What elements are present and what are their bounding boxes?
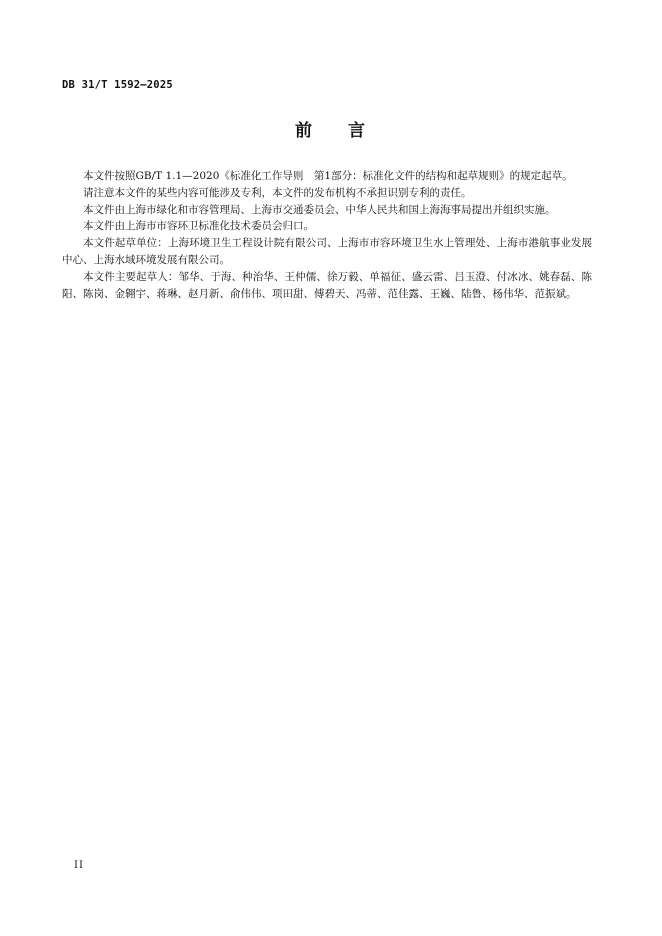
page-number: II (74, 860, 84, 871)
page-title-part-1: 前 (295, 121, 314, 141)
paragraph-technical-committee: 本文件由上海市市容环卫标准化技术委员会归口。 (83, 220, 314, 233)
foreword-body (62, 168, 592, 302)
paragraph-proposer: 本文件由上海市绿化和市容管理局、上海市交通委员会、中华人民共和国上海海事局提出并组织实施。 (83, 203, 556, 216)
paragraph-drafting-units: 本文件起草单位：上海环境卫生工程设计院有限公司、上海市市容环境卫生水上管理处、上海市港航事业发展中心、上海水域环境发展有限公司。 (62, 237, 592, 266)
page-title (0, 116, 662, 141)
paragraph-drafting-rules: 本文件按照GB/T 1.1—2020《标准化工作导则 第1部分：标准化文件的结构和起草规则》的规定起草。 (83, 170, 573, 182)
paragraph-drafters: 本文件主要起草人：邹华、于海、种治华、王仲儒、徐万毅、单福征、盛云雷、吕玉澄、付冰冰、姚春磊、陈阳、陈岗、金翱宇、蒋琳、赵月新、俞伟伟、项田甜、傅碧天、冯蒂、范佳露、王巍、陆鲁、杨伟华、范振斌。 (62, 270, 592, 300)
standard-code: DB 31/T 1592—2025 (62, 79, 173, 91)
page-title-part-2: 言 (348, 121, 367, 141)
paragraph-patent-notice: 请注意本文件的某些内容可能涉及专利，本文件的发布机构不承担识别专利的责任。 (83, 186, 472, 199)
